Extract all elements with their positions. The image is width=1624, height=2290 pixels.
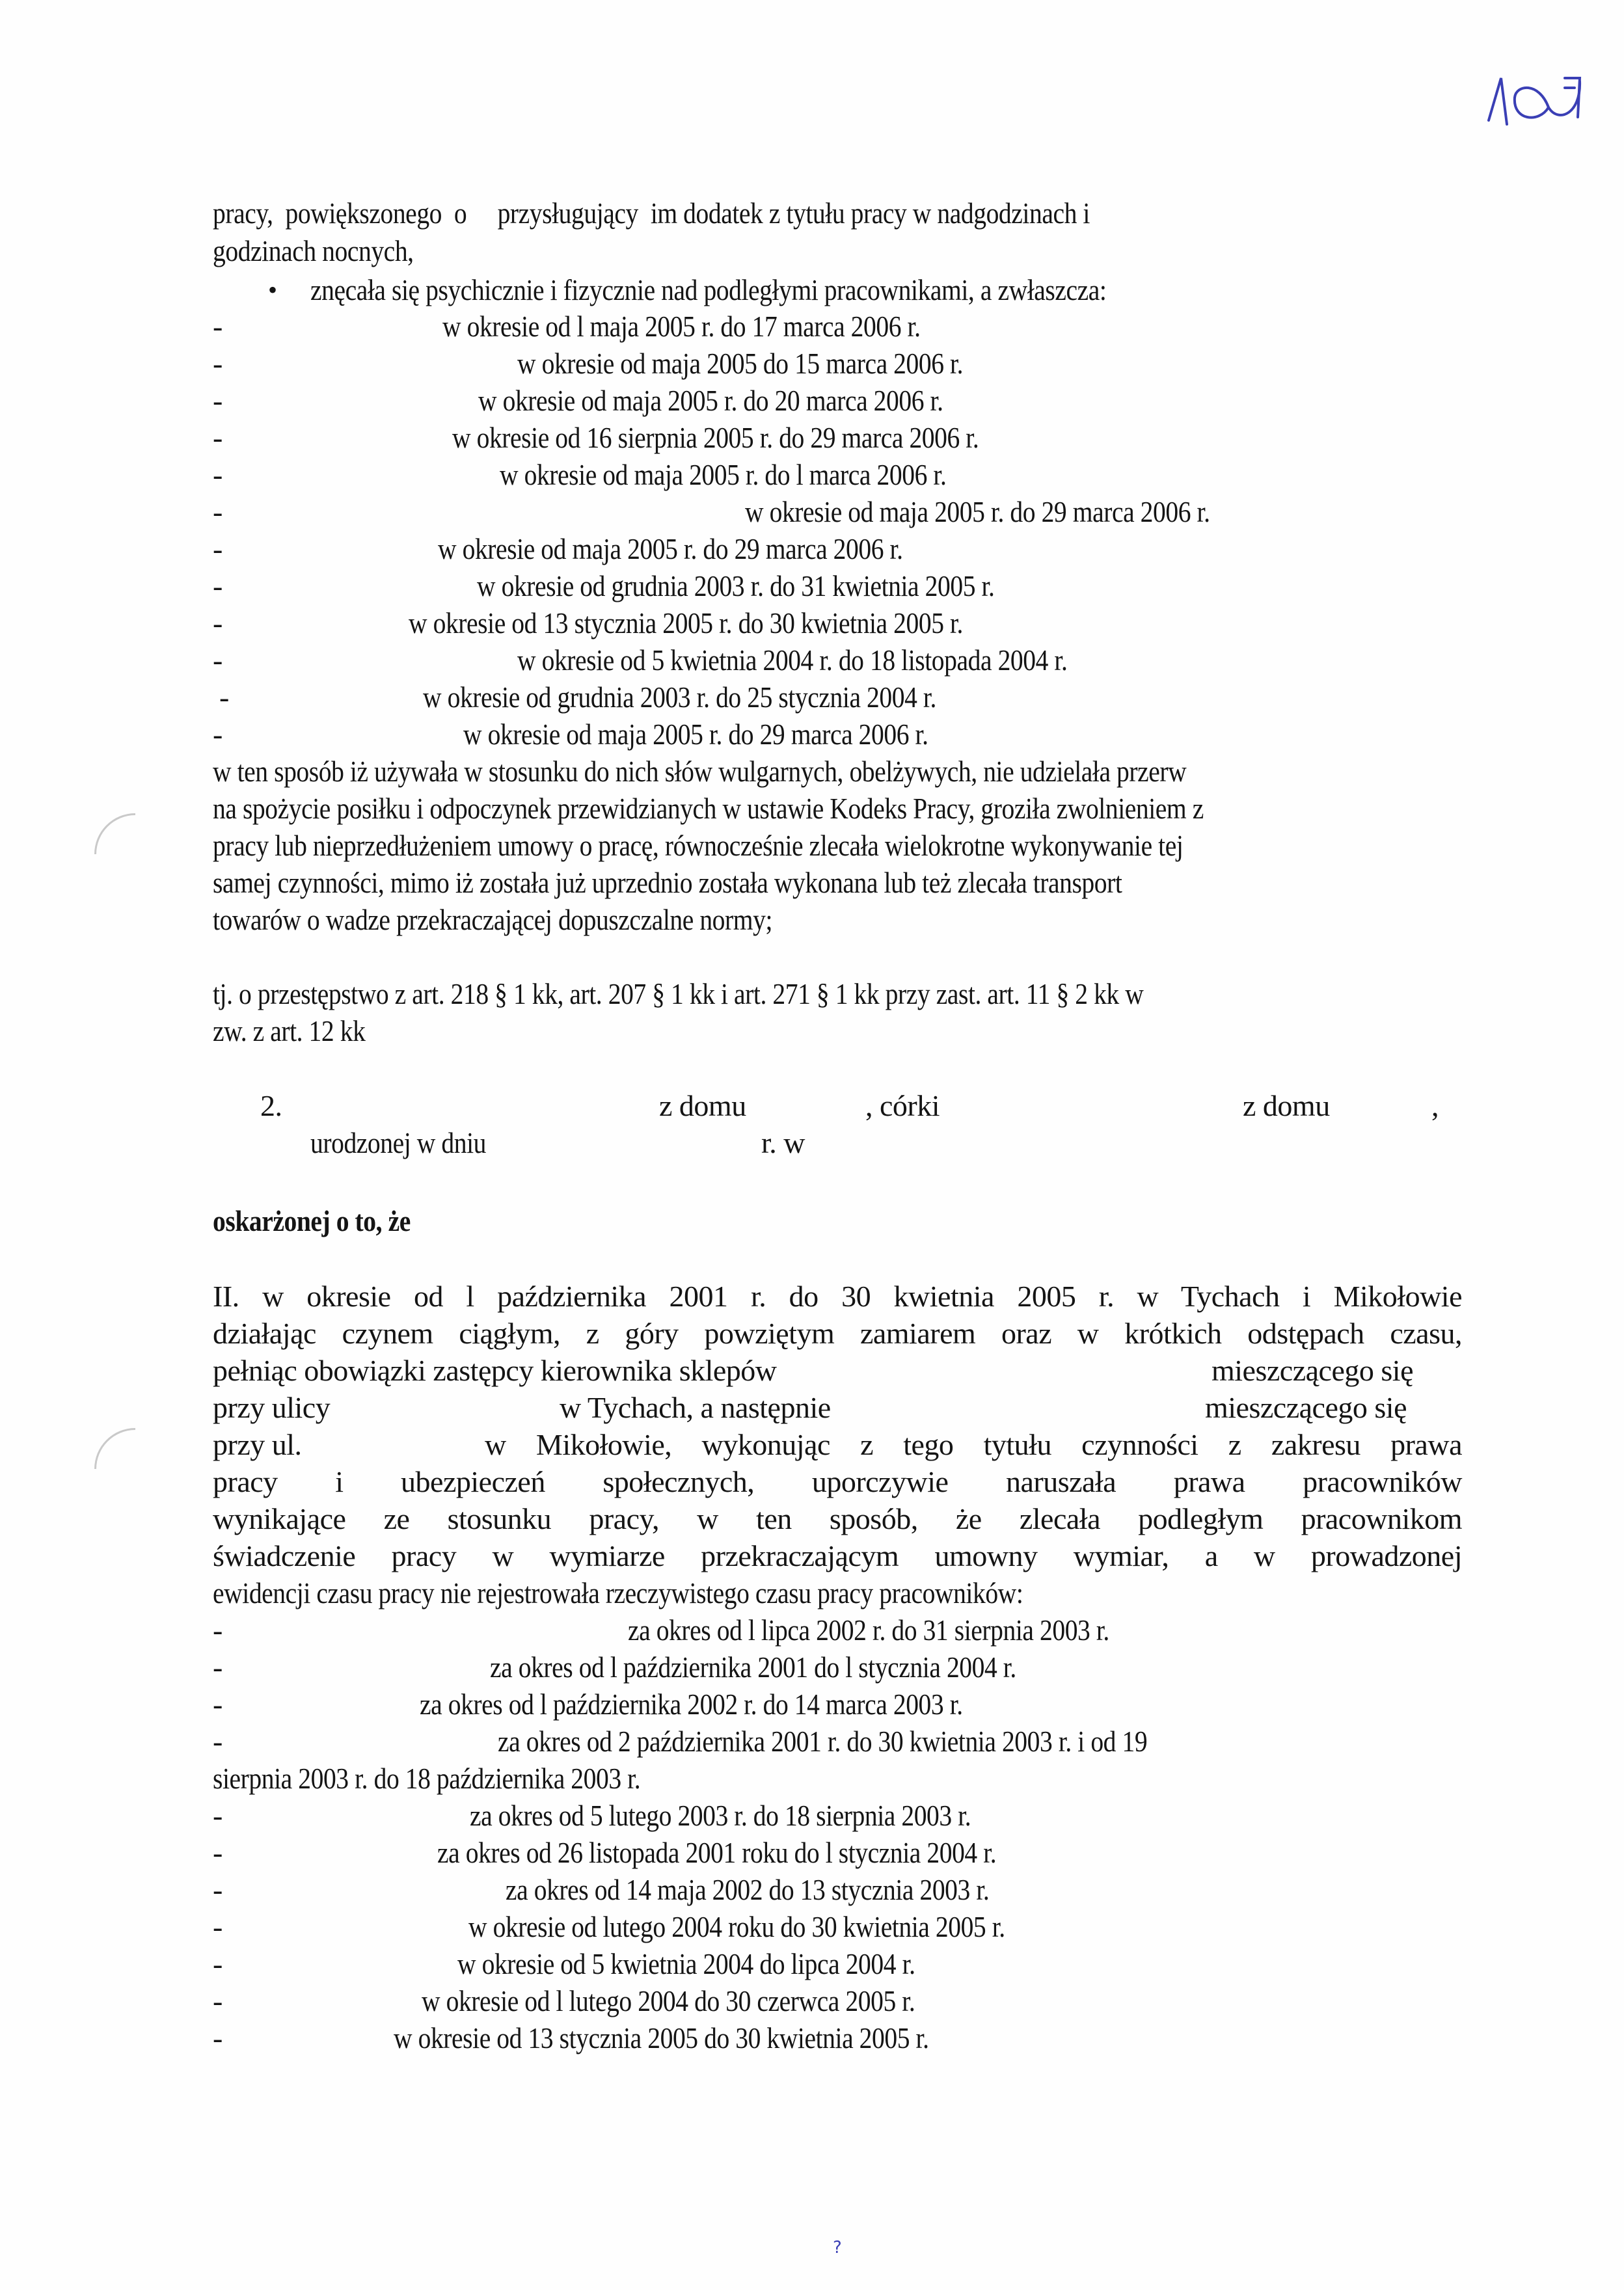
list-dash: -	[213, 1984, 223, 2017]
defendant-field-label: z domu	[1243, 1089, 1330, 1122]
list-item: za okres od l października 2002 r. do 14 marca 2003 r.	[420, 1688, 963, 1721]
list-dash: -	[213, 310, 223, 343]
defendant-field-label: urodzonej w dniu	[310, 1126, 486, 1159]
body-line: II. w okresie od l października 2001 r. do 30 kwietnia 2005 r. w Tychach i Mikołowie	[213, 1280, 1462, 1313]
list-dash: -	[213, 421, 223, 454]
body-line: przy ul.	[213, 1428, 302, 1461]
list-item: w okresie od 5 kwietnia 2004 r. do 18 listopada 2004 r.	[517, 643, 1068, 677]
body-line: ewidencji czasu pracy nie rejestrowała rzeczywistego czasu pracy pracowników:	[213, 1576, 1023, 1610]
list-item: w okresie od lutego 2004 roku do 30 kwietnia 2005 r.	[468, 1910, 1005, 1943]
list-dash: -	[213, 1725, 223, 1758]
body-line: pracy i ubezpieczeń społecznych, uporczywie naruszała prawa pracowników	[213, 1465, 1462, 1498]
body-line: działając czynem ciągłym, z góry powziętym zamiarem oraz w krótkich odstępach czasu,	[213, 1317, 1462, 1350]
list-item: w okresie od maja 2005 r. do 29 marca 2006 r.	[463, 718, 928, 751]
list-dash: -	[213, 347, 223, 380]
body-line: mieszczącego się	[1205, 1391, 1407, 1424]
body-line: towarów o wadze przekraczającej dopuszczalne normy;	[213, 903, 773, 936]
body-line: samej czynności, mimo iż została już uprzednio została wykonana lub też zlecała transport	[213, 866, 1122, 899]
list-item: za okres od 2 października 2001 r. do 30 kwietnia 2003 r. i od 19	[498, 1725, 1148, 1758]
defendant-field-label: , córki	[865, 1089, 940, 1122]
list-dash: -	[213, 384, 223, 417]
list-dash: -	[213, 643, 223, 677]
list-item: za okres od l października 2001 do l stycznia 2004 r.	[490, 1650, 1016, 1684]
defendant-field-label: r. w	[761, 1126, 805, 1159]
bullet-text: znęcała się psychicznie i fizycznie nad podległymi pracownikami, a zwłaszcza:	[310, 273, 1107, 306]
list-item: za okres od 26 listopada 2001 roku do l stycznia 2004 r.	[437, 1836, 997, 1869]
list-item: w okresie od l lutego 2004 do 30 czerwca 2005 r.	[422, 1984, 915, 2017]
list-item: w okresie od 16 sierpnia 2005 r. do 29 marca 2006 r.	[452, 421, 979, 454]
legal-qualification: zw. z art. 12 kk	[213, 1014, 366, 1047]
defendant-field-label: ,	[1431, 1089, 1439, 1122]
list-item: w okresie od 13 stycznia 2005 do 30 kwietnia 2005 r.	[394, 2021, 929, 2054]
body-line: godzinach nocnych,	[213, 234, 414, 267]
footer-handwritten-mark: ?	[833, 2238, 842, 2257]
body-line: pełniąc obowiązki zastępcy kierownika sklepów	[213, 1354, 777, 1387]
list-dash: -	[213, 1947, 223, 1980]
list-item: w okresie od 13 stycznia 2005 r. do 30 kwietnia 2005 r.	[409, 606, 964, 640]
list-item: w okresie od maja 2005 do 15 marca 2006 r.	[517, 347, 964, 380]
list-dash: -	[213, 1799, 223, 1832]
body-line: pracy, powiększonego o przysługujący im dodatek z tytułu pracy w nadgodzinach i	[213, 196, 1090, 230]
legal-qualification: tj. o przestępstwo z art. 218 § 1 kk, art. 207 § 1 kk i art. 271 § 1 kk przy zast. art. 11 § 2 kk w	[213, 977, 1144, 1010]
body-line: na spożycie posiłku i odpoczynek przewidzianych w ustawie Kodeks Pracy, groziła zwolnieniem z	[213, 792, 1204, 825]
list-item: w okresie od 5 kwietnia 2004 do lipca 2004 r.	[457, 1947, 915, 1980]
list-item: za okres od l lipca 2002 r. do 31 sierpnia 2003 r.	[628, 1613, 1109, 1647]
list-dash: -	[213, 1873, 223, 1906]
list-dash: -	[213, 458, 223, 491]
defendant-field-label: z domu	[659, 1089, 746, 1122]
body-line: wynikające ze stosunku pracy, w ten sposób, że zlecała podległym pracownikom	[213, 1502, 1462, 1535]
body-line: w Mikołowie, wykonując z tego tytułu czynności z zakresu prawa	[485, 1428, 1462, 1461]
list-item: w okresie od grudnia 2003 r. do 25 stycznia 2004 r.	[423, 680, 936, 714]
list-item: w okresie od maja 2005 r. do 29 marca 2006 r.	[745, 495, 1210, 528]
list-dash: -	[219, 680, 230, 714]
list-dash: -	[213, 2021, 223, 2054]
list-dash: -	[213, 1836, 223, 1869]
margin-scan-mark	[94, 1428, 135, 1469]
list-dash: -	[213, 532, 223, 565]
list-item: za okres od 14 maja 2002 do 13 stycznia 2003 r.	[506, 1873, 990, 1906]
section-heading: oskarżonej o to, że	[213, 1204, 411, 1237]
list-dash: -	[213, 495, 223, 528]
list-dash: -	[213, 718, 223, 751]
body-line: w ten sposób iż używała w stosunku do nich słów wulgarnych, obelżywych, nie udzielała przerw	[213, 755, 1187, 788]
margin-scan-mark	[94, 813, 135, 854]
list-item-continuation: sierpnia 2003 r. do 18 października 2003 r.	[213, 1762, 641, 1795]
list-item: w okresie od grudnia 2003 r. do 31 kwietnia 2005 r.	[477, 569, 995, 602]
list-dash: -	[213, 1613, 223, 1647]
handwritten-page-number	[1477, 62, 1588, 127]
list-item: w okresie od maja 2005 r. do l marca 2006 r.	[500, 458, 947, 491]
list-item: w okresie od maja 2005 r. do 20 marca 2006 r.	[478, 384, 943, 417]
body-line: pracy lub nieprzedłużeniem umowy o pracę, równocześnie zlecała wielokrotne wykonywanie tej	[213, 829, 1184, 862]
list-dash: -	[213, 1650, 223, 1684]
bullet-icon: •	[268, 275, 278, 304]
body-line: w Tychach, a następnie	[560, 1391, 831, 1424]
body-line: świadczenie pracy w wymiarze przekraczającym umowny wymiar, a w prowadzonej	[213, 1539, 1462, 1572]
list-dash: -	[213, 1688, 223, 1721]
body-line: przy ulicy	[213, 1391, 331, 1424]
defendant-number: 2.	[260, 1089, 282, 1122]
body-line: mieszczącego się	[1211, 1354, 1413, 1387]
list-item: za okres od 5 lutego 2003 r. do 18 sierpnia 2003 r.	[470, 1799, 971, 1832]
list-item: w okresie od maja 2005 r. do 29 marca 2006 r.	[438, 532, 903, 565]
list-dash: -	[213, 606, 223, 640]
list-item: w okresie od l maja 2005 r. do 17 marca 2006 r.	[442, 310, 921, 343]
list-dash: -	[213, 1910, 223, 1943]
list-dash: -	[213, 569, 223, 602]
